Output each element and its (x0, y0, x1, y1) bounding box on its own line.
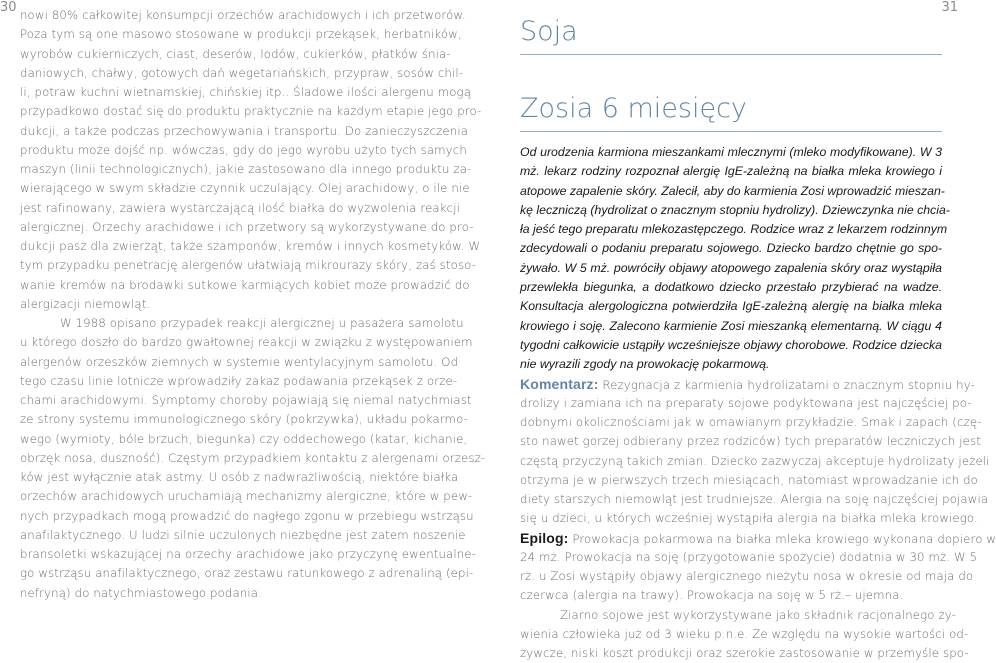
comment-section (520, 375, 942, 529)
body-line: daniowych, chałwy, gotowych dań wegetariańskich, przypraw, sosów chil- (20, 64, 446, 83)
case-line: Od urodzenia karmiona mieszankami mlecznymi (mleko modyfikowane). W 3 (520, 143, 942, 162)
case-line: zdecydowali o podaniu preparatu sojowego. Dziecko bardzo chętnie go spo- (520, 239, 942, 258)
body-line: Poza tym są one masowo stosowane w produkcji przekąsek, herbatników, (20, 25, 446, 44)
body-line: alergenów orzeszków ziemnych w systemie wentylacyjnym samolotu. Od (20, 353, 446, 372)
body-line: przypadkowo dostać się do produktu praktycznie na każdym etapie jego pro- (20, 102, 446, 121)
epilog-section (520, 529, 942, 606)
comment-first-line (520, 375, 942, 394)
epilog-line: 24 mż. Prowokacja na soję (przygotowanie spożycie) dodatnia w 30 mż. W 5 (520, 548, 942, 567)
case-line: przewlekła biegunka, a dodatkowo dziecko przestało przybierać na wadze. (520, 278, 942, 297)
body-line: anafilaktycznego. U ludzi silnie uczulonych niezbędne jest zatem noszenie (20, 526, 446, 545)
comment-line: częstą przyczyną takich zmian. Dziecko zazwyczaj akceptuje hydrolizaty jeżeli (520, 452, 942, 471)
comment-line: otrzyma je w pierwszych trzech miesiącach, natomiast wprowadzanie ich do (520, 471, 942, 490)
body-line: go wstrząsu anafilaktycznego, oraz zestawu ratunkowego z adrenaliną (epi- (20, 564, 446, 583)
left-body-text (20, 6, 446, 603)
body-line: alergicznej. Orzechy arachidowe i ich przetwory są wykorzystywane do pro- (20, 218, 446, 237)
comment-line: sto nawet gorzej odbierany przez rodziców) tych preparatów leczniczych jest (520, 432, 942, 451)
epilog-first-line (520, 529, 942, 548)
body-line: u którego doszło do bardzo gwałtownej reakcji w związku z występowaniem (20, 333, 446, 352)
body-line: produktu może dojść np. wówczas, gdy do jego wyrobu użyto tych samych (20, 141, 446, 160)
epilog-first-text: Prowokacja pokarmowa na białka mleka krowiego wykonana dopiero w (569, 532, 996, 546)
body-line: żywcze, niski koszt produkcji oraz szerokie zastosowanie w przemyśle spo- (520, 644, 942, 663)
epilog-label: Epilog: (520, 530, 569, 546)
case-line: atopowe zapalenie skóry. Zalecił, aby do karmienia Zosi wprowadzić mieszan- (520, 182, 942, 201)
body-line: dukcji pasz dla zwierząt, także szamponów, kremów i innych kosmetyków. W (20, 237, 446, 256)
body-line: orzechów arachidowych uruchamiają mechanizmy alergiczne, które w pew- (20, 487, 446, 506)
body-line: wyrobów cukierniczych, ciast, deserów, lodów, cukierków, płatków śnia- (20, 45, 446, 64)
case-title-divider (520, 131, 942, 132)
body-line: nych przypadkach mogą prowadzić do nagłego zgonu w przebiegu wstrząsu (20, 507, 446, 526)
comment-line: drolizy i zamiana ich na preparaty sojowe podyktowana jest najczęściej po- (520, 394, 942, 413)
body-line: wierającego w swym składzie czynnik uczulający. Olej arachidowy, o ile nie (20, 179, 446, 198)
case-line: Konsultacja alergologiczna potwierdziła IgE-zależną alergię na białka mleka (520, 297, 942, 316)
title-divider (520, 54, 942, 55)
body-line: ze strony systemu immunologicznego skóry (pokrzywka), układu pokarmo- (20, 410, 446, 429)
body-line: bransoletki wskazującej na orzechy arachidowe jako przyczynę ewentualne- (20, 545, 446, 564)
case-title: Zosia 6 miesięcy (520, 93, 942, 127)
case-line: nie wyrazili zgody na prowokację pokarmową. (520, 355, 942, 374)
body-line: wego (wymioty, bóle brzuch, biegunka) czy oddechowego (katar, kichanie, (20, 430, 446, 449)
case-line: żywało. W 5 mż. powróciły objawy atopowego zapalenia skóry oraz wystąpiła (520, 259, 942, 278)
body-line: tym przypadku penetrację alergenów ułatwiają mikrourazy skóry, zaś stoso- (20, 256, 446, 275)
body-line: wanie kremów na brodawki sutkowe karmiących kobiet może prowadzić do (20, 276, 446, 295)
case-line: kę leczniczą (hydrolizat o znacznym stopniu hydrolizy). Dziewczynka nie chcia- (520, 201, 942, 220)
case-description (520, 143, 942, 375)
case-line: tygodni całkowicie ustąpiły wcześniejsze objawy chorobowe. Rodzice dziecka (520, 336, 942, 355)
comment-line: diety starszych niemowląt jest trudniejsze. Alergia na soję najczęściej pojawia (520, 490, 942, 509)
body-line: ków jest wyłącznie atak astmy. U osób z nadwrażliwością, niektóre białka (20, 468, 446, 487)
case-line: mż. lekarz rodziny rozpoznał alergię IgE-zależną na białka mleka krowiego i (520, 162, 942, 181)
page-number-right: 31 (941, 0, 958, 15)
soy-description (520, 606, 942, 663)
right-column (520, 6, 942, 663)
section-title: Soja (520, 16, 942, 50)
body-line: dukcji, a także podczas przechowywania i transportu. Do zanieczyszczenia (20, 122, 446, 141)
body-line: alergizacji niemowląt. (20, 295, 446, 314)
case-line: ła jeść tego preparatu mlekozastępczego. Rodzice wraz z lekarzem rodzinnym (520, 220, 942, 239)
epilog-line: rż. u Zosi wystąpiły objawy alergicznego nieżytu nosa w okresie od maja do (520, 567, 942, 586)
body-line: nefryną) do natychmiastowego podania. (20, 584, 446, 603)
body-line: W 1988 opisano przypadek reakcji alergicznej u pasażera samolotu (20, 314, 446, 333)
comment-line: się u dzieci, u których wcześniej wystąpiła alergia na białka mleka krowiego. (520, 509, 942, 528)
body-line: Ziarno sojowe jest wykorzystywane jako składnik racjonalnego ży- (520, 606, 942, 625)
body-line: maszyn (linii technologicznych), jakie zastosowano dla innego produktu za- (20, 160, 446, 179)
comment-label: Komentarz: (520, 376, 599, 392)
epilog-line: czerwca (alergia na trawy). Prowokacja na soję w 5 rż.– ujemna. (520, 586, 942, 605)
body-line: li, potraw kuchni wietnamskiej, chińskiej itp.. Śladowe ilości alergenu mogą (20, 83, 446, 102)
body-line: nowi 80% całkowitej konsumpcji orzechów arachidowych i ich przetworów. (20, 6, 446, 25)
body-line: wienia człowieka już od 3 wieku p.n.e. Ze względu na wysokie wartości od- (520, 625, 942, 644)
body-line: chami arachidowymi. Symptomy choroby pojawiają się niemal natychmiast (20, 391, 446, 410)
body-line: jest rafinowany, zawiera wystarczającą ilość białka do wyzwolenia reakcji (20, 199, 446, 218)
case-line: krowiego i soję. Zalecono karmienie Zosi mieszanką elementarną. W ciągu 4 (520, 317, 942, 336)
page-number-left: 30 (0, 0, 17, 15)
left-column (20, 6, 446, 603)
comment-first-text: Rezygnacja z karmienia hydrolizatami o znacznym stopniu hy- (599, 378, 975, 392)
body-line: tego czasu linie lotnicze wprowadziły zakaz podawania przekąsek z orze- (20, 372, 446, 391)
comment-line: dobnymi okolicznościami jak w omawianym przykładzie. Smak i zapach (czę- (520, 413, 942, 432)
body-line: obrzęk nosa, duszność). Częstym przypadkiem kontaktu z alergenami orzesz- (20, 449, 446, 468)
